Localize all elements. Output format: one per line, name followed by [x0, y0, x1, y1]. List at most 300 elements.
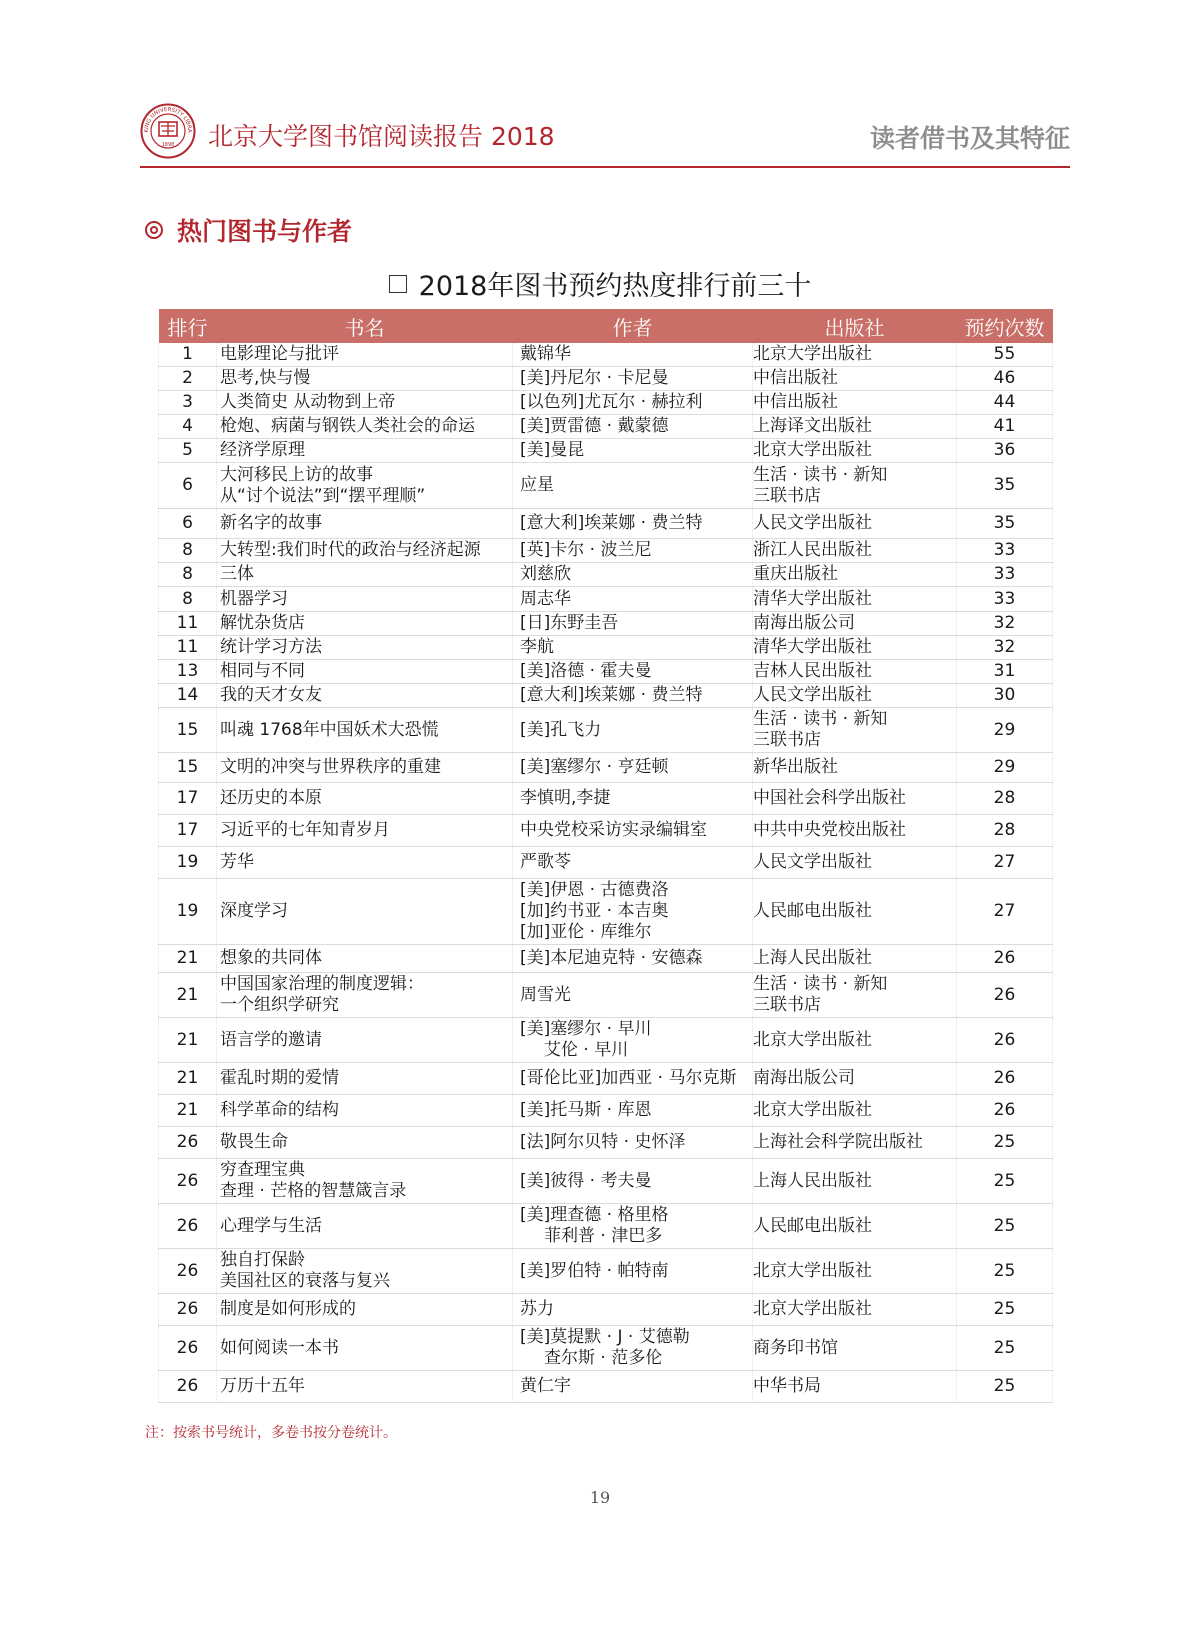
- publisher-line: 三联书店: [753, 995, 821, 1015]
- author-cell: [513, 945, 753, 973]
- publisher-line: 人民文学出版社: [753, 685, 872, 705]
- rank-cell: 6: [159, 509, 217, 539]
- author-cell: [513, 1159, 753, 1204]
- book-title-line: 三体: [220, 564, 254, 584]
- book-title-line: 机器学习: [220, 588, 288, 609]
- publisher-line: 三联书店: [753, 485, 821, 506]
- book-title-cell: [217, 1204, 513, 1249]
- book-title-cell: [217, 539, 513, 563]
- book-title-line: 芳华: [220, 852, 254, 872]
- author-cell: [513, 439, 753, 463]
- reservation-count-cell: 25: [957, 1159, 1053, 1204]
- book-title-line: 中国国家治理的制度逻辑：: [220, 974, 424, 994]
- book-title-line: 习近平的七年知青岁月: [220, 820, 390, 840]
- book-title-cell: [217, 684, 513, 708]
- publisher-cell: [753, 684, 957, 708]
- author-line: 应星: [520, 475, 554, 495]
- author-line: [美]罗伯特 · 帕特南: [520, 1260, 669, 1281]
- reservation-count-cell: 33: [957, 587, 1053, 612]
- publisher-cell: [753, 753, 957, 783]
- rank-cell: 21: [159, 1095, 217, 1127]
- publisher-cell: [753, 783, 957, 815]
- publisher-cell: [753, 945, 957, 973]
- author-cell: [513, 1095, 753, 1127]
- reservation-count-cell: 27: [957, 879, 1053, 945]
- author-cell: [513, 367, 753, 391]
- rank-cell: 17: [159, 815, 217, 847]
- table-caption-text: 2018年图书预约热度排行前三十: [418, 271, 812, 302]
- table-row: [159, 1127, 1053, 1159]
- table-row: [159, 1294, 1053, 1326]
- book-title-line: 独自打保龄: [220, 1250, 305, 1270]
- publisher-cell: [753, 879, 957, 945]
- reservation-count-cell: 25: [957, 1127, 1053, 1159]
- author-line: [意大利]埃莱娜 · 费兰特: [520, 685, 703, 705]
- book-title-line: 一个组织学研究: [220, 995, 339, 1015]
- book-title-cell: [217, 708, 513, 753]
- publisher-cell: [753, 439, 957, 463]
- author-line: [美]莫提默 · J · 艾德勒: [520, 1327, 690, 1347]
- author-line: [加]亚伦 · 库维尔: [520, 922, 652, 942]
- table-row: [159, 660, 1053, 684]
- book-title-line: 思考,快与慢: [220, 368, 311, 388]
- rank-cell: 26: [159, 1326, 217, 1371]
- reservation-count-cell: 41: [957, 415, 1053, 439]
- rank-cell: 26: [159, 1371, 217, 1403]
- publisher-line: 北京大学出版社: [753, 440, 872, 460]
- publisher-line: 中华书局: [753, 1376, 821, 1396]
- rank-cell: 15: [159, 753, 217, 783]
- rank-cell: 8: [159, 539, 217, 563]
- footnote: 注：按索书号统计，多卷书按分卷统计。: [145, 1425, 397, 1441]
- table-row: [159, 753, 1053, 783]
- publisher-cell: [753, 1127, 957, 1159]
- author-cell: [513, 753, 753, 783]
- author-cell: [513, 509, 753, 539]
- publisher-line: 人民文学出版社: [753, 513, 872, 533]
- reservation-count-cell: 26: [957, 1018, 1053, 1063]
- publisher-line: 南海出版公司: [753, 1068, 855, 1088]
- author-line: [美]托马斯 · 库恩: [520, 1100, 652, 1120]
- author-cell: [513, 815, 753, 847]
- publisher-cell: [753, 587, 957, 612]
- book-title-cell: [217, 783, 513, 815]
- author-line: [美]洛德 · 霍夫曼: [520, 661, 652, 681]
- rank-cell: 4: [159, 415, 217, 439]
- book-title-line: 人类简史 从动物到上帝: [220, 392, 396, 412]
- author-cell: [513, 1294, 753, 1326]
- book-title-cell: [217, 439, 513, 463]
- table-row: [159, 973, 1053, 1018]
- publisher-cell: [753, 391, 957, 415]
- table-row: [159, 1326, 1053, 1371]
- publisher-cell: [753, 1204, 957, 1249]
- author-line: [美]本尼迪克特 · 安德森: [520, 948, 703, 968]
- author-line: 李航: [520, 637, 554, 657]
- column-header-count: 预约次数: [957, 309, 1053, 343]
- author-cell: [513, 343, 753, 367]
- table-row: [159, 1063, 1053, 1095]
- rank-cell: 21: [159, 973, 217, 1018]
- publisher-line: 上海译文出版社: [753, 416, 872, 436]
- publisher-line: 人民文学出版社: [753, 852, 872, 872]
- publisher-cell: [753, 415, 957, 439]
- page-number: 19: [589, 1488, 611, 1507]
- rank-cell: 1: [159, 343, 217, 367]
- reservation-count-cell: 28: [957, 815, 1053, 847]
- book-title-cell: [217, 463, 513, 509]
- publisher-line: 中共中央党校出版社: [753, 820, 906, 840]
- book-title-line: 心理学与生活: [220, 1215, 322, 1236]
- book-title-line: 文明的冲突与世界秩序的重建: [220, 757, 441, 777]
- author-line: [美]塞缪尔 · 亨廷顿: [520, 757, 669, 777]
- publisher-cell: [753, 1371, 957, 1403]
- book-title-cell: [217, 879, 513, 945]
- university-library-logo-icon: [140, 103, 196, 159]
- reservation-count-cell: 26: [957, 973, 1053, 1018]
- author-cell: [513, 1371, 753, 1403]
- publisher-cell: [753, 708, 957, 753]
- table-body: [159, 343, 1053, 1403]
- column-header-author: 作者: [513, 309, 753, 343]
- publisher-line: 北京大学出版社: [753, 1299, 872, 1319]
- publisher-cell: [753, 973, 957, 1018]
- publisher-cell: [753, 636, 957, 660]
- book-title-cell: [217, 343, 513, 367]
- rank-cell: 21: [159, 1018, 217, 1063]
- rank-cell: 6: [159, 463, 217, 509]
- book-title-line: 查理 · 芒格的智慧箴言录: [220, 1181, 407, 1201]
- publisher-line: 商务印书馆: [753, 1337, 838, 1358]
- rank-cell: 8: [159, 563, 217, 587]
- book-title-line: 还历史的本原: [220, 788, 322, 808]
- book-title-cell: [217, 815, 513, 847]
- book-title-cell: [217, 391, 513, 415]
- rank-cell: 21: [159, 945, 217, 973]
- reservation-count-cell: 26: [957, 1095, 1053, 1127]
- author-line: 严歌苓: [520, 852, 571, 872]
- book-title-cell: [217, 415, 513, 439]
- reservation-count-cell: 35: [957, 509, 1053, 539]
- author-cell: [513, 847, 753, 879]
- author-line: [以色列]尤瓦尔 · 赫拉利: [520, 392, 703, 412]
- book-title-cell: [217, 1294, 513, 1326]
- publisher-line: 北京大学出版社: [753, 1100, 872, 1120]
- reservation-count-cell: 32: [957, 636, 1053, 660]
- table-header-row: [159, 309, 1053, 343]
- table-row: [159, 439, 1053, 463]
- author-cell: [513, 1063, 753, 1095]
- publisher-line: 人民邮电出版社: [753, 1215, 872, 1236]
- publisher-line: 生活 · 读书 · 新知: [753, 709, 888, 729]
- reservation-count-cell: 33: [957, 563, 1053, 587]
- table-row: [159, 815, 1053, 847]
- author-cell: [513, 636, 753, 660]
- publisher-cell: [753, 815, 957, 847]
- table-row: [159, 612, 1053, 636]
- reservation-count-cell: 25: [957, 1249, 1053, 1294]
- author-cell: [513, 973, 753, 1018]
- author-line: [日]东野圭吾: [520, 613, 619, 633]
- table-row: [159, 945, 1053, 973]
- book-title-line: 万历十五年: [220, 1376, 305, 1396]
- book-title-line: 统计学习方法: [220, 637, 322, 657]
- author-line: 中央党校采访实录编辑室: [520, 820, 707, 840]
- table-row: [159, 1249, 1053, 1294]
- author-cell: [513, 539, 753, 563]
- book-title-cell: [217, 636, 513, 660]
- publisher-line: 吉林人民出版社: [753, 661, 872, 681]
- publisher-cell: [753, 1095, 957, 1127]
- table-row: [159, 367, 1053, 391]
- author-line: [法]阿尔贝特 · 史怀泽: [520, 1132, 686, 1152]
- author-cell: [513, 1326, 753, 1371]
- author-line: [意大利]埃莱娜 · 费兰特: [520, 513, 703, 533]
- publisher-line: 上海社会科学院出版社: [753, 1132, 923, 1152]
- book-title-cell: [217, 367, 513, 391]
- reservation-count-cell: 32: [957, 612, 1053, 636]
- table-row: [159, 879, 1053, 945]
- book-title-cell: [217, 1063, 513, 1095]
- publisher-line: 上海人民出版社: [753, 948, 872, 968]
- reservation-count-cell: 25: [957, 1294, 1053, 1326]
- book-title-cell: [217, 587, 513, 612]
- header-divider: [140, 166, 1070, 168]
- reservation-count-cell: 25: [957, 1326, 1053, 1371]
- table-row: [159, 1371, 1053, 1403]
- author-line: 戴锦华: [520, 344, 571, 364]
- book-title-line: 叫魂 1768年中国妖术大恐慌: [220, 719, 439, 740]
- author-line: 周雪光: [520, 984, 571, 1005]
- table-row: [159, 563, 1053, 587]
- book-title-cell: [217, 1018, 513, 1063]
- table-row: [159, 847, 1053, 879]
- publisher-line: 北京大学出版社: [753, 1029, 872, 1050]
- publisher-line: 清华大学出版社: [753, 588, 872, 609]
- book-title-cell: [217, 1159, 513, 1204]
- table-row: [159, 708, 1053, 753]
- column-header-rank: 排行: [159, 309, 217, 343]
- table-row: [159, 1159, 1053, 1204]
- book-title-cell: [217, 1095, 513, 1127]
- publisher-cell: [753, 463, 957, 509]
- author-cell: [513, 563, 753, 587]
- reservation-count-cell: 29: [957, 753, 1053, 783]
- book-title-cell: [217, 847, 513, 879]
- book-title-line: 深度学习: [220, 901, 288, 921]
- report-title: 北京大学图书馆阅读报告 2018: [208, 122, 555, 151]
- publisher-line: 南海出版公司: [753, 613, 855, 633]
- book-title-line: 相同与不同: [220, 661, 305, 681]
- book-title-cell: [217, 1371, 513, 1403]
- table-row: [159, 587, 1053, 612]
- page-header: [140, 103, 1070, 161]
- reservation-count-cell: 29: [957, 708, 1053, 753]
- table-row: [159, 1095, 1053, 1127]
- reservation-count-cell: 46: [957, 367, 1053, 391]
- author-cell: [513, 684, 753, 708]
- book-title-line: 美国社区的衰落与复兴: [220, 1271, 390, 1291]
- rank-cell: 8: [159, 587, 217, 612]
- rank-cell: 26: [159, 1294, 217, 1326]
- author-cell: [513, 391, 753, 415]
- publisher-cell: [753, 1159, 957, 1204]
- author-line: 刘慈欣: [520, 564, 571, 584]
- book-title-line: 从“讨个说法”到“摆平理顺”: [220, 485, 426, 506]
- book-title-cell: [217, 1127, 513, 1159]
- table-row: [159, 509, 1053, 539]
- publisher-cell: [753, 660, 957, 684]
- book-title-cell: [217, 1249, 513, 1294]
- publisher-line: 生活 · 读书 · 新知: [753, 464, 888, 485]
- reservation-count-cell: 35: [957, 463, 1053, 509]
- author-cell: [513, 1249, 753, 1294]
- reservation-count-cell: 27: [957, 847, 1053, 879]
- book-title-line: 敬畏生命: [220, 1132, 288, 1152]
- column-header-publisher: 出版社: [753, 309, 957, 343]
- table-row: [159, 415, 1053, 439]
- reservation-count-cell: 25: [957, 1204, 1053, 1249]
- author-line: [美]伊恩 · 古德费洛: [520, 880, 669, 900]
- section-heading: [145, 212, 352, 248]
- author-cell: [513, 463, 753, 509]
- table-row: [159, 684, 1053, 708]
- rank-cell: 3: [159, 391, 217, 415]
- book-title-line: 经济学原理: [220, 440, 305, 460]
- reservation-ranking-table: [158, 309, 1053, 1403]
- publisher-cell: [753, 367, 957, 391]
- book-title-line: 语言学的邀请: [220, 1029, 322, 1050]
- reservation-count-cell: 33: [957, 539, 1053, 563]
- book-title-line: 霍乱时期的爱情: [220, 1068, 339, 1088]
- rank-cell: 19: [159, 879, 217, 945]
- book-title-line: 大河移民上访的故事: [220, 464, 373, 485]
- table-row: [159, 391, 1053, 415]
- reservation-count-cell: 36: [957, 439, 1053, 463]
- author-line: 李慎明,李捷: [520, 788, 611, 808]
- publisher-line: 生活 · 读书 · 新知: [753, 974, 888, 994]
- publisher-line: 中信出版社: [753, 368, 838, 388]
- publisher-line: 中信出版社: [753, 392, 838, 412]
- rank-cell: 11: [159, 636, 217, 660]
- author-cell: [513, 660, 753, 684]
- reservation-count-cell: 30: [957, 684, 1053, 708]
- author-line: 艾伦 · 早川: [544, 1040, 629, 1060]
- book-title-line: 如何阅读一本书: [220, 1337, 339, 1358]
- rank-cell: 26: [159, 1127, 217, 1159]
- table-row: [159, 783, 1053, 815]
- publisher-line: 清华大学出版社: [753, 637, 872, 657]
- publisher-cell: [753, 563, 957, 587]
- book-title-cell: [217, 509, 513, 539]
- author-line: 查尔斯 · 范多伦: [544, 1348, 663, 1368]
- publisher-cell: [753, 509, 957, 539]
- rank-cell: 15: [159, 708, 217, 753]
- publisher-cell: [753, 847, 957, 879]
- book-title-line: 解忧杂货店: [220, 613, 305, 633]
- table-row: [159, 1204, 1053, 1249]
- author-line: [美]孔飞力: [520, 719, 602, 740]
- reservation-count-cell: 31: [957, 660, 1053, 684]
- table-row: [159, 343, 1053, 367]
- book-title-line: 新名字的故事: [220, 513, 322, 533]
- author-line: [美]塞缪尔 · 早川: [520, 1019, 652, 1039]
- book-title-line: 枪炮、病菌与钢铁人类社会的命运: [220, 416, 475, 436]
- author-cell: [513, 783, 753, 815]
- reservation-count-cell: 26: [957, 945, 1053, 973]
- book-title-line: 穷查理宝典: [220, 1160, 305, 1180]
- reservation-count-cell: 55: [957, 343, 1053, 367]
- author-line: [美]丹尼尔 · 卡尼曼: [520, 368, 669, 388]
- publisher-cell: [753, 343, 957, 367]
- rank-cell: 26: [159, 1249, 217, 1294]
- publisher-cell: [753, 1249, 957, 1294]
- target-circle-icon: [145, 221, 163, 239]
- publisher-line: 上海人民出版社: [753, 1170, 872, 1191]
- author-line: 黄仁宇: [520, 1376, 571, 1396]
- author-line: 周志华: [520, 588, 571, 609]
- rank-cell: 19: [159, 847, 217, 879]
- author-line: [美]理查德 · 格里格: [520, 1205, 669, 1225]
- reservation-count-cell: 44: [957, 391, 1053, 415]
- publisher-line: 新华出版社: [753, 757, 838, 777]
- author-line: [加]约书亚 · 本吉奥: [520, 901, 669, 921]
- publisher-cell: [753, 1326, 957, 1371]
- publisher-line: 北京大学出版社: [753, 1260, 872, 1281]
- rank-cell: 14: [159, 684, 217, 708]
- publisher-line: 浙江人民出版社: [753, 540, 872, 560]
- publisher-cell: [753, 539, 957, 563]
- rank-cell: 5: [159, 439, 217, 463]
- book-title-line: 大转型:我们时代的政治与经济起源: [220, 540, 481, 560]
- table-row: [159, 636, 1053, 660]
- book-title-cell: [217, 1326, 513, 1371]
- reservation-count-cell: 28: [957, 783, 1053, 815]
- rank-cell: 17: [159, 783, 217, 815]
- publisher-cell: [753, 1018, 957, 1063]
- book-title-cell: [217, 973, 513, 1018]
- author-cell: [513, 879, 753, 945]
- rank-cell: 26: [159, 1204, 217, 1249]
- publisher-line: 北京大学出版社: [753, 344, 872, 364]
- book-title-line: 电影理论与批评: [220, 344, 339, 364]
- author-line: [美]彼得 · 考夫曼: [520, 1170, 652, 1191]
- column-header-title: 书名: [217, 309, 513, 343]
- book-title-cell: [217, 612, 513, 636]
- author-line: [哥伦比亚]加西亚 · 马尔克斯: [520, 1068, 737, 1088]
- author-cell: [513, 1127, 753, 1159]
- book-title-cell: [217, 660, 513, 684]
- publisher-line: 三联书店: [753, 730, 821, 750]
- author-cell: [513, 612, 753, 636]
- book-title-line: 我的天才女友: [220, 685, 322, 705]
- publisher-cell: [753, 612, 957, 636]
- rank-cell: 26: [159, 1159, 217, 1204]
- rank-cell: 11: [159, 612, 217, 636]
- rank-cell: 2: [159, 367, 217, 391]
- square-bullet-icon: [389, 275, 407, 293]
- chapter-title: 读者借书及其特征: [869, 124, 1070, 153]
- publisher-line: 人民邮电出版社: [753, 901, 872, 921]
- author-cell: [513, 1204, 753, 1249]
- reservation-count-cell: 26: [957, 1063, 1053, 1095]
- rank-cell: 13: [159, 660, 217, 684]
- author-line: [美]贾雷德 · 戴蒙德: [520, 416, 669, 436]
- author-line: [英]卡尔 · 波兰尼: [520, 540, 652, 560]
- author-line: 菲利普 · 津巴多: [544, 1226, 663, 1246]
- book-title-line: 科学革命的结构: [220, 1100, 339, 1120]
- publisher-cell: [753, 1294, 957, 1326]
